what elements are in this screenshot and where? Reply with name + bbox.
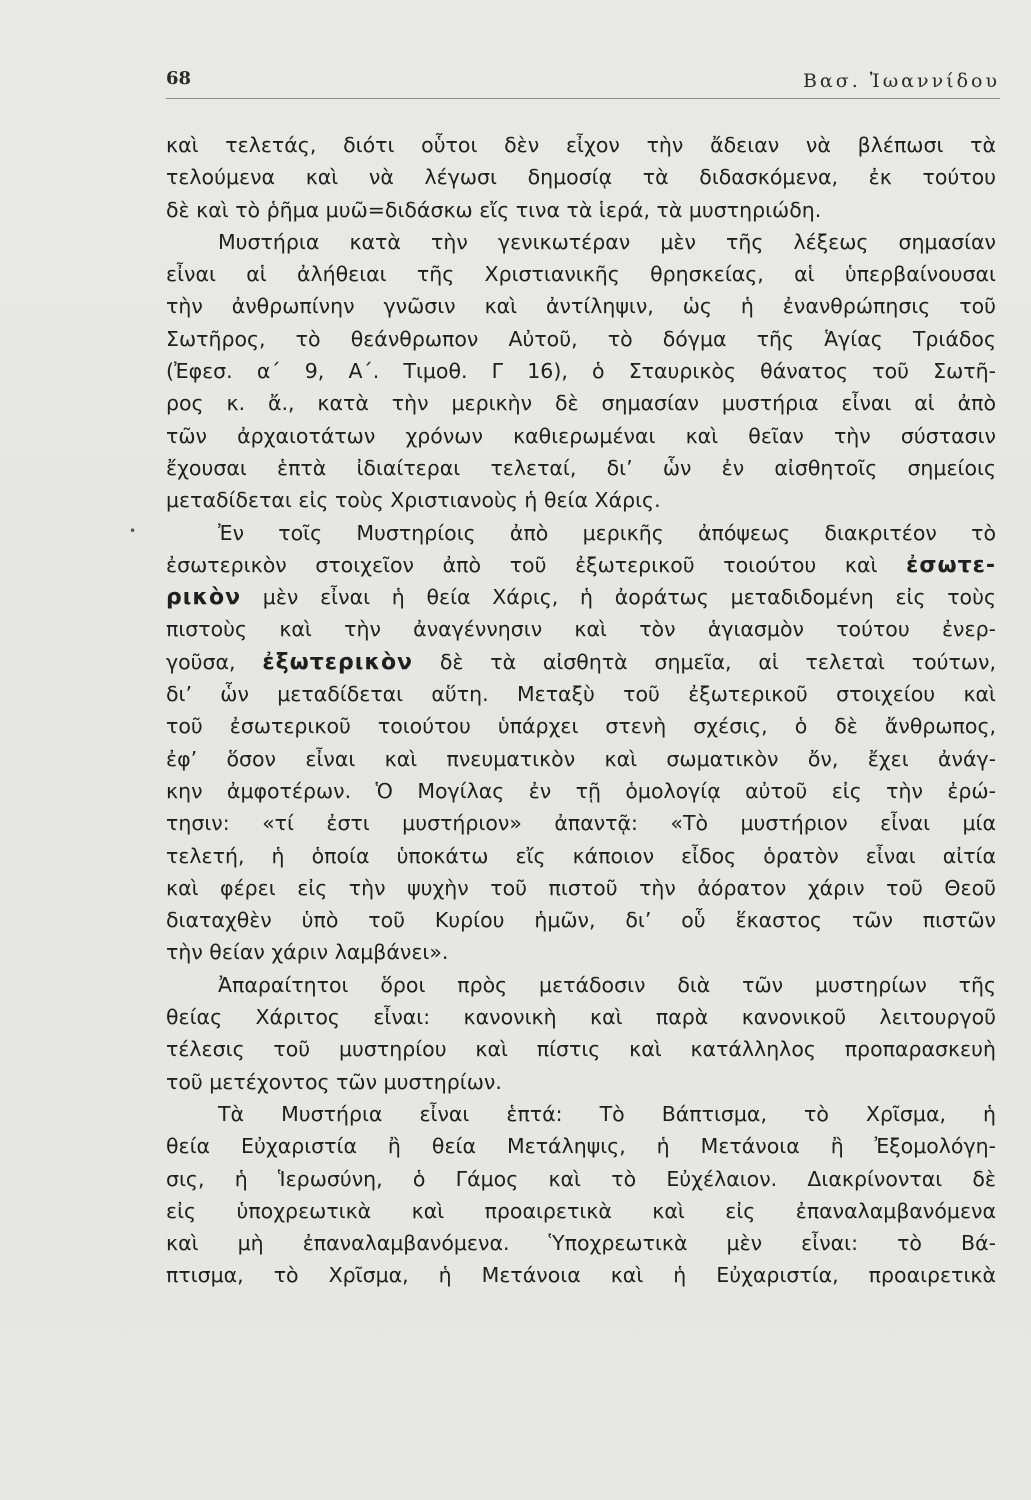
- page-number: 68: [166, 68, 192, 89]
- text-line: καὶ τελετάς, διότι οὗτοι δὲν εἶχον τὴν ἄδειαν νὰ βλέπωσι τὰ: [166, 133, 996, 157]
- text-line: δι’ ὧν μεταδίδεται αὕτη. Μεταξὺ τοῦ ἐξωτερικοῦ στοιχείου καὶ: [166, 682, 996, 707]
- text-line: [166, 581, 996, 613]
- text-line: θείας Χάριτος εἶναι: κανονικὴ καὶ παρὰ κανονικοῦ λειτουργοῦ: [166, 1005, 996, 1030]
- text-line: ἐφ’ ὅσον εἶναι καὶ πνευματικὸν καὶ σωματικὸν ὄν, ἔχει ἀνάγ-: [166, 746, 996, 771]
- text-line: τελετή, ἡ ὁποία ὑποκάτω εἴς κάποιον εἶδος ὁρατὸν εἶναι αἰτία: [166, 843, 996, 868]
- text-segment: ἐσωτερικὸν στοιχεῖον ἀπὸ τοῦ ἐξωτερικοῦ τοιούτου καὶ: [166, 552, 878, 577]
- text-line: τοῦ ἐσωτερικοῦ τοιούτου ὑπάρχει στενὴ σχέσις, ὁ δὲ ἄνθρωπος,: [166, 714, 996, 739]
- text-line: τῶν ἀρχαιοτάτων χρόνων καθιερωμέναι καὶ θεῖαν τὴν σύστασιν: [166, 423, 996, 448]
- text-line: διαταχθὲν ὑπὸ τοῦ Κυρίου ἡμῶν, δι’ οὗ ἕκαστος τῶν πιστῶν: [166, 908, 996, 933]
- emphasis-term: ἐσωτε-: [906, 552, 996, 578]
- text-line: εἰς ὑποχρεωτικὰ καὶ προαιρετικὰ καὶ εἰς ἐπαναλαμβανόμενα: [166, 1198, 996, 1223]
- text-line: εἶναι αἱ ἀλήθειαι τῆς Χριστιανικῆς θρησκείας, αἱ ὑπερβαίνουσαι: [166, 262, 996, 287]
- text-line: θεία Εὐχαριστία ἢ θεία Μετάληψις, ἡ Μετάνοια ἢ Ἐξομολόγη-: [166, 1134, 996, 1159]
- text-line: (Ἐφεσ. α΄ 9, Α΄. Τιμοθ. Γ 16), ὁ Σταυρικὸς θάνατος τοῦ Σωτῆ-: [166, 359, 996, 384]
- text-line: ἔχουσαι ἑπτὰ ἰδιαίτεραι τελεταί, δι’ ὧν ἐν αἰσθητοῖς σημείοις: [166, 455, 996, 480]
- text-line: κην ἀμφοτέρων. Ὁ Μογίλας ἐν τῇ ὁμολογίᾳ αὐτοῦ εἰς τὴν ἐρώ-: [166, 778, 996, 803]
- running-head: Βασ. Ἰωαννίδου: [802, 70, 1000, 92]
- text-line: μεταδίδεται εἰς τοὺς Χριστιανοὺς ἡ θεία Χάρις.: [166, 488, 661, 513]
- margin-mark: •: [129, 524, 137, 538]
- text-segment: μὲν εἶναι ἡ θεία Χάρις, ἡ ἀοράτως μεταδιδομένη εἰς τοὺς: [262, 585, 996, 610]
- text-line: Τὰ Μυστήρια εἶναι ἑπτά: Τὸ Βάπτισμα, τὸ Χρῖσμα, ἡ: [218, 1101, 996, 1126]
- text-line: ρος κ. ἄ., κατὰ τὴν μερικὴν δὲ σημασίαν μυστήρια εἶναι αἱ ἀπὸ: [166, 391, 996, 416]
- text-line: πιστοὺς καὶ τὴν ἀναγέννησιν καὶ τὸν ἁγιασμὸν τούτου ἐνερ-: [166, 617, 996, 642]
- text-line: δὲ καὶ τὸ ῥῆμα μυῶ=διδάσκω εἴς τινα τὰ ἱερά, τὰ μυστηριώδη.: [166, 197, 822, 222]
- emphasis-term: ἐξωτερικὸν: [262, 649, 414, 675]
- text-line: τελούμενα καὶ νὰ λέγωσι δημοσίᾳ τὰ διδασκόμενα, ἐκ τούτου: [166, 165, 996, 190]
- text-line: τέλεσις τοῦ μυστηρίου καὶ πίστις καὶ κατάλληλος προπαρασκευὴ: [166, 1037, 996, 1062]
- emphasis-term: ρικὸν: [166, 585, 242, 611]
- text-line: Ἐν τοῖς Μυστηρίοις ἀπὸ μερικῆς ἀπόψεως διακριτέον τὸ: [218, 520, 996, 545]
- text-line: [166, 549, 996, 581]
- text-line: καὶ μὴ ἐπαναλαμβανόμενα. Ὑποχρεωτικὰ μὲν εἶναι: τὸ Βά-: [166, 1231, 996, 1256]
- text-segment: δὲ τὰ αἰσθητὰ σημεῖα, αἱ τελεταὶ τούτων,: [439, 649, 996, 674]
- text-line: καὶ φέρει εἰς τὴν ψυχὴν τοῦ πιστοῦ τὴν ἀόρατον χάριν τοῦ Θεοῦ: [166, 875, 996, 900]
- text-line: τοῦ μετέχοντος τῶν μυστηρίων.: [166, 1069, 502, 1094]
- text-line: τὴν ἀνθρωπίνην γνῶσιν καὶ ἀντίληψιν, ὡς ἡ ἐνανθρώπησις τοῦ: [166, 294, 996, 319]
- body-text: [166, 129, 996, 1292]
- text-line: [166, 646, 996, 678]
- text-line: Ἀπαραίτητοι ὅροι πρὸς μετάδοσιν διὰ τῶν μυστηρίων τῆς: [218, 972, 996, 997]
- text-line: Μυστήρια κατὰ τὴν γενικωτέραν μὲν τῆς λέξεως σημασίαν: [218, 229, 996, 254]
- text-line: Σωτῆρος, τὸ θεάνθρωπον Αὐτοῦ, τὸ δόγμα τῆς Ἁγίας Τριάδος: [166, 326, 996, 351]
- text-line: σις, ἡ Ἱερωσύνη, ὁ Γάμος καὶ τὸ Εὐχέλαιον. Διακρίνονται δὲ: [166, 1166, 996, 1191]
- page-header: [166, 66, 1000, 99]
- text-line: πτισμα, τὸ Χρῖσμα, ἡ Μετάνοια καὶ ἡ Εὐχαριστία, προαιρετικὰ: [166, 1263, 996, 1288]
- text-segment: γοῦσα,: [166, 649, 236, 674]
- text-line: τησιν: «τί ἐστι μυστήριον» ἀπαντᾷ: «Τὸ μυστήριον εἶναι μία: [166, 811, 996, 836]
- text-line: τὴν θείαν χάριν λαμβάνει».: [166, 940, 449, 965]
